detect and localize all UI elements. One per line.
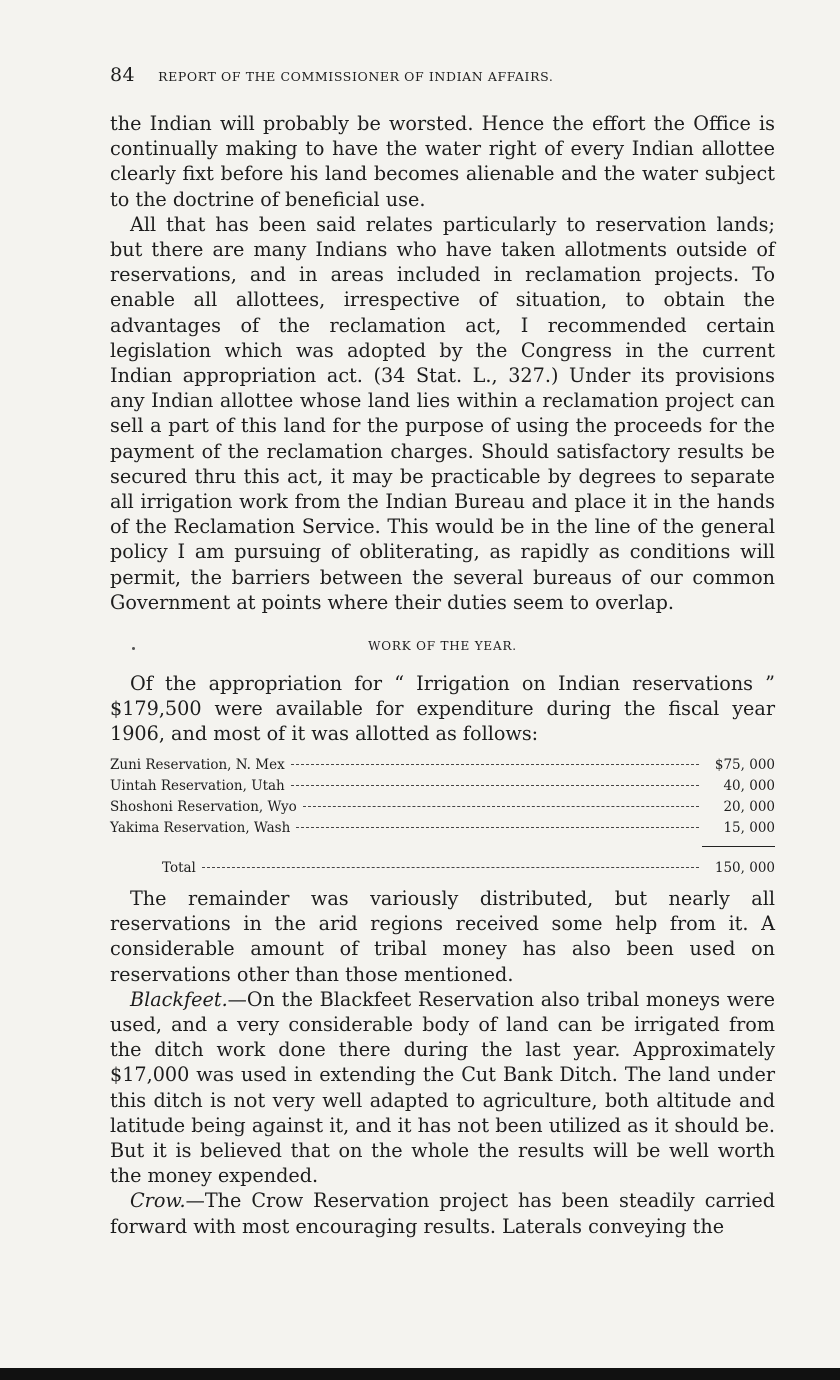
blackfeet-lead: Blackfeet. <box>130 987 228 1011</box>
row-label: Uintah Reservation, Utah <box>110 778 285 794</box>
total-label: Total <box>162 860 196 876</box>
running-title: REPORT OF THE COMMISSIONER OF INDIAN AFFAIRS. <box>158 69 554 84</box>
paragraph-appropriation: Of the appropriation for “ Irrigation on Indian reservations ” $179,500 were available for expenditure during the fiscal year 1906, and most of it was allotted as follows: <box>110 672 775 746</box>
crow-text: —The Crow Reservation project has been steadily carried forward with most encouraging results. Laterals conveying the <box>110 1189 775 1238</box>
table-row <box>110 776 775 797</box>
total-row-inner <box>162 858 775 879</box>
bottom-text-block <box>110 886 775 1239</box>
paragraph-remainder: The remainder was variously distributed, but nearly all reservations in the arid regions received some help from it. A considerable amount of tribal money has also been used on reservations other than those mentioned. <box>110 887 775 986</box>
row-label: Yakima Reservation, Wash <box>110 820 291 836</box>
intro-block <box>110 671 775 747</box>
running-head <box>110 64 775 86</box>
allotment-table <box>110 755 775 839</box>
dot-leader <box>202 867 699 868</box>
dot-leader <box>303 806 699 807</box>
paragraph-crow <box>110 1188 775 1238</box>
paragraph-continuation: the Indian will probably be worsted. Hence the effort the Office is continually making to have the water right of every Indian allottee clearly fixt before his land becomes alienable and the water subject to the doctrine of beneficial use. <box>110 112 775 211</box>
dot-leader <box>291 764 699 765</box>
page-number: 84 <box>110 64 135 86</box>
print-speck <box>132 647 135 650</box>
total-row <box>162 858 775 879</box>
total-rule <box>702 846 775 847</box>
row-label: Zuni Reservation, N. Mex <box>110 757 285 773</box>
dot-leader <box>291 785 699 786</box>
row-amount: 15, 000 <box>723 820 775 836</box>
row-amount: 40, 000 <box>723 778 775 794</box>
blackfeet-text: —On the Blackfeet Reservation also tribal moneys were used, and a very considerable body of land can be irrigated from the ditch work done there during the last year. Approximately $17,000 was used in extending the Cut Bank Ditch. The land under this ditch is not very well adapted to agriculture, both altitude and latitude being against it, and it has not been utilized as it should be. But it is believed that on the whole the results will be well worth the money expended. <box>110 987 775 1188</box>
table-row <box>110 818 775 839</box>
row-label: Shoshoni Reservation, Wyo <box>110 799 297 815</box>
scan-edge <box>0 1368 840 1380</box>
paragraph-reclamation: All that has been said relates particularly to reservation lands; but there are many Indians who have taken allotments outside of reservations, and in areas included in reclamation projects. To enable all allottees, irrespective of situation, to obtain the advantages of the reclamation act, I recommended certain legislation which was adopted by the Congress in the current Indian appropriation act. (34 Stat. L., 327.) Under its provisions any Indian allottee whose land lies within a reclamation project can sell a part of this land for the purpose of using the proceeds for the payment of the reclamation charges. Should satisfactory results be secured thru this act, it may be practicable by degrees to separate all irrigation work from the Indian Bureau and place it in the hands of the Reclamation Service. This would be in the line of the general policy I am pursuing of obliterating, as rapidly as conditions will permit, the barriers between the several bureaus of our common Government at points where their duties seem to overlap. <box>110 212 775 614</box>
table-row <box>110 797 775 818</box>
row-amount: $75, 000 <box>714 757 775 773</box>
top-text-block <box>110 111 775 615</box>
crow-lead: Crow. <box>130 1189 186 1213</box>
dot-leader <box>296 827 699 828</box>
table-row <box>110 755 775 776</box>
row-amount: 20, 000 <box>723 799 775 815</box>
paragraph-blackfeet <box>110 987 775 1189</box>
section-heading: WORK OF THE YEAR. <box>368 639 517 653</box>
total-amount: 150, 000 <box>714 860 775 876</box>
